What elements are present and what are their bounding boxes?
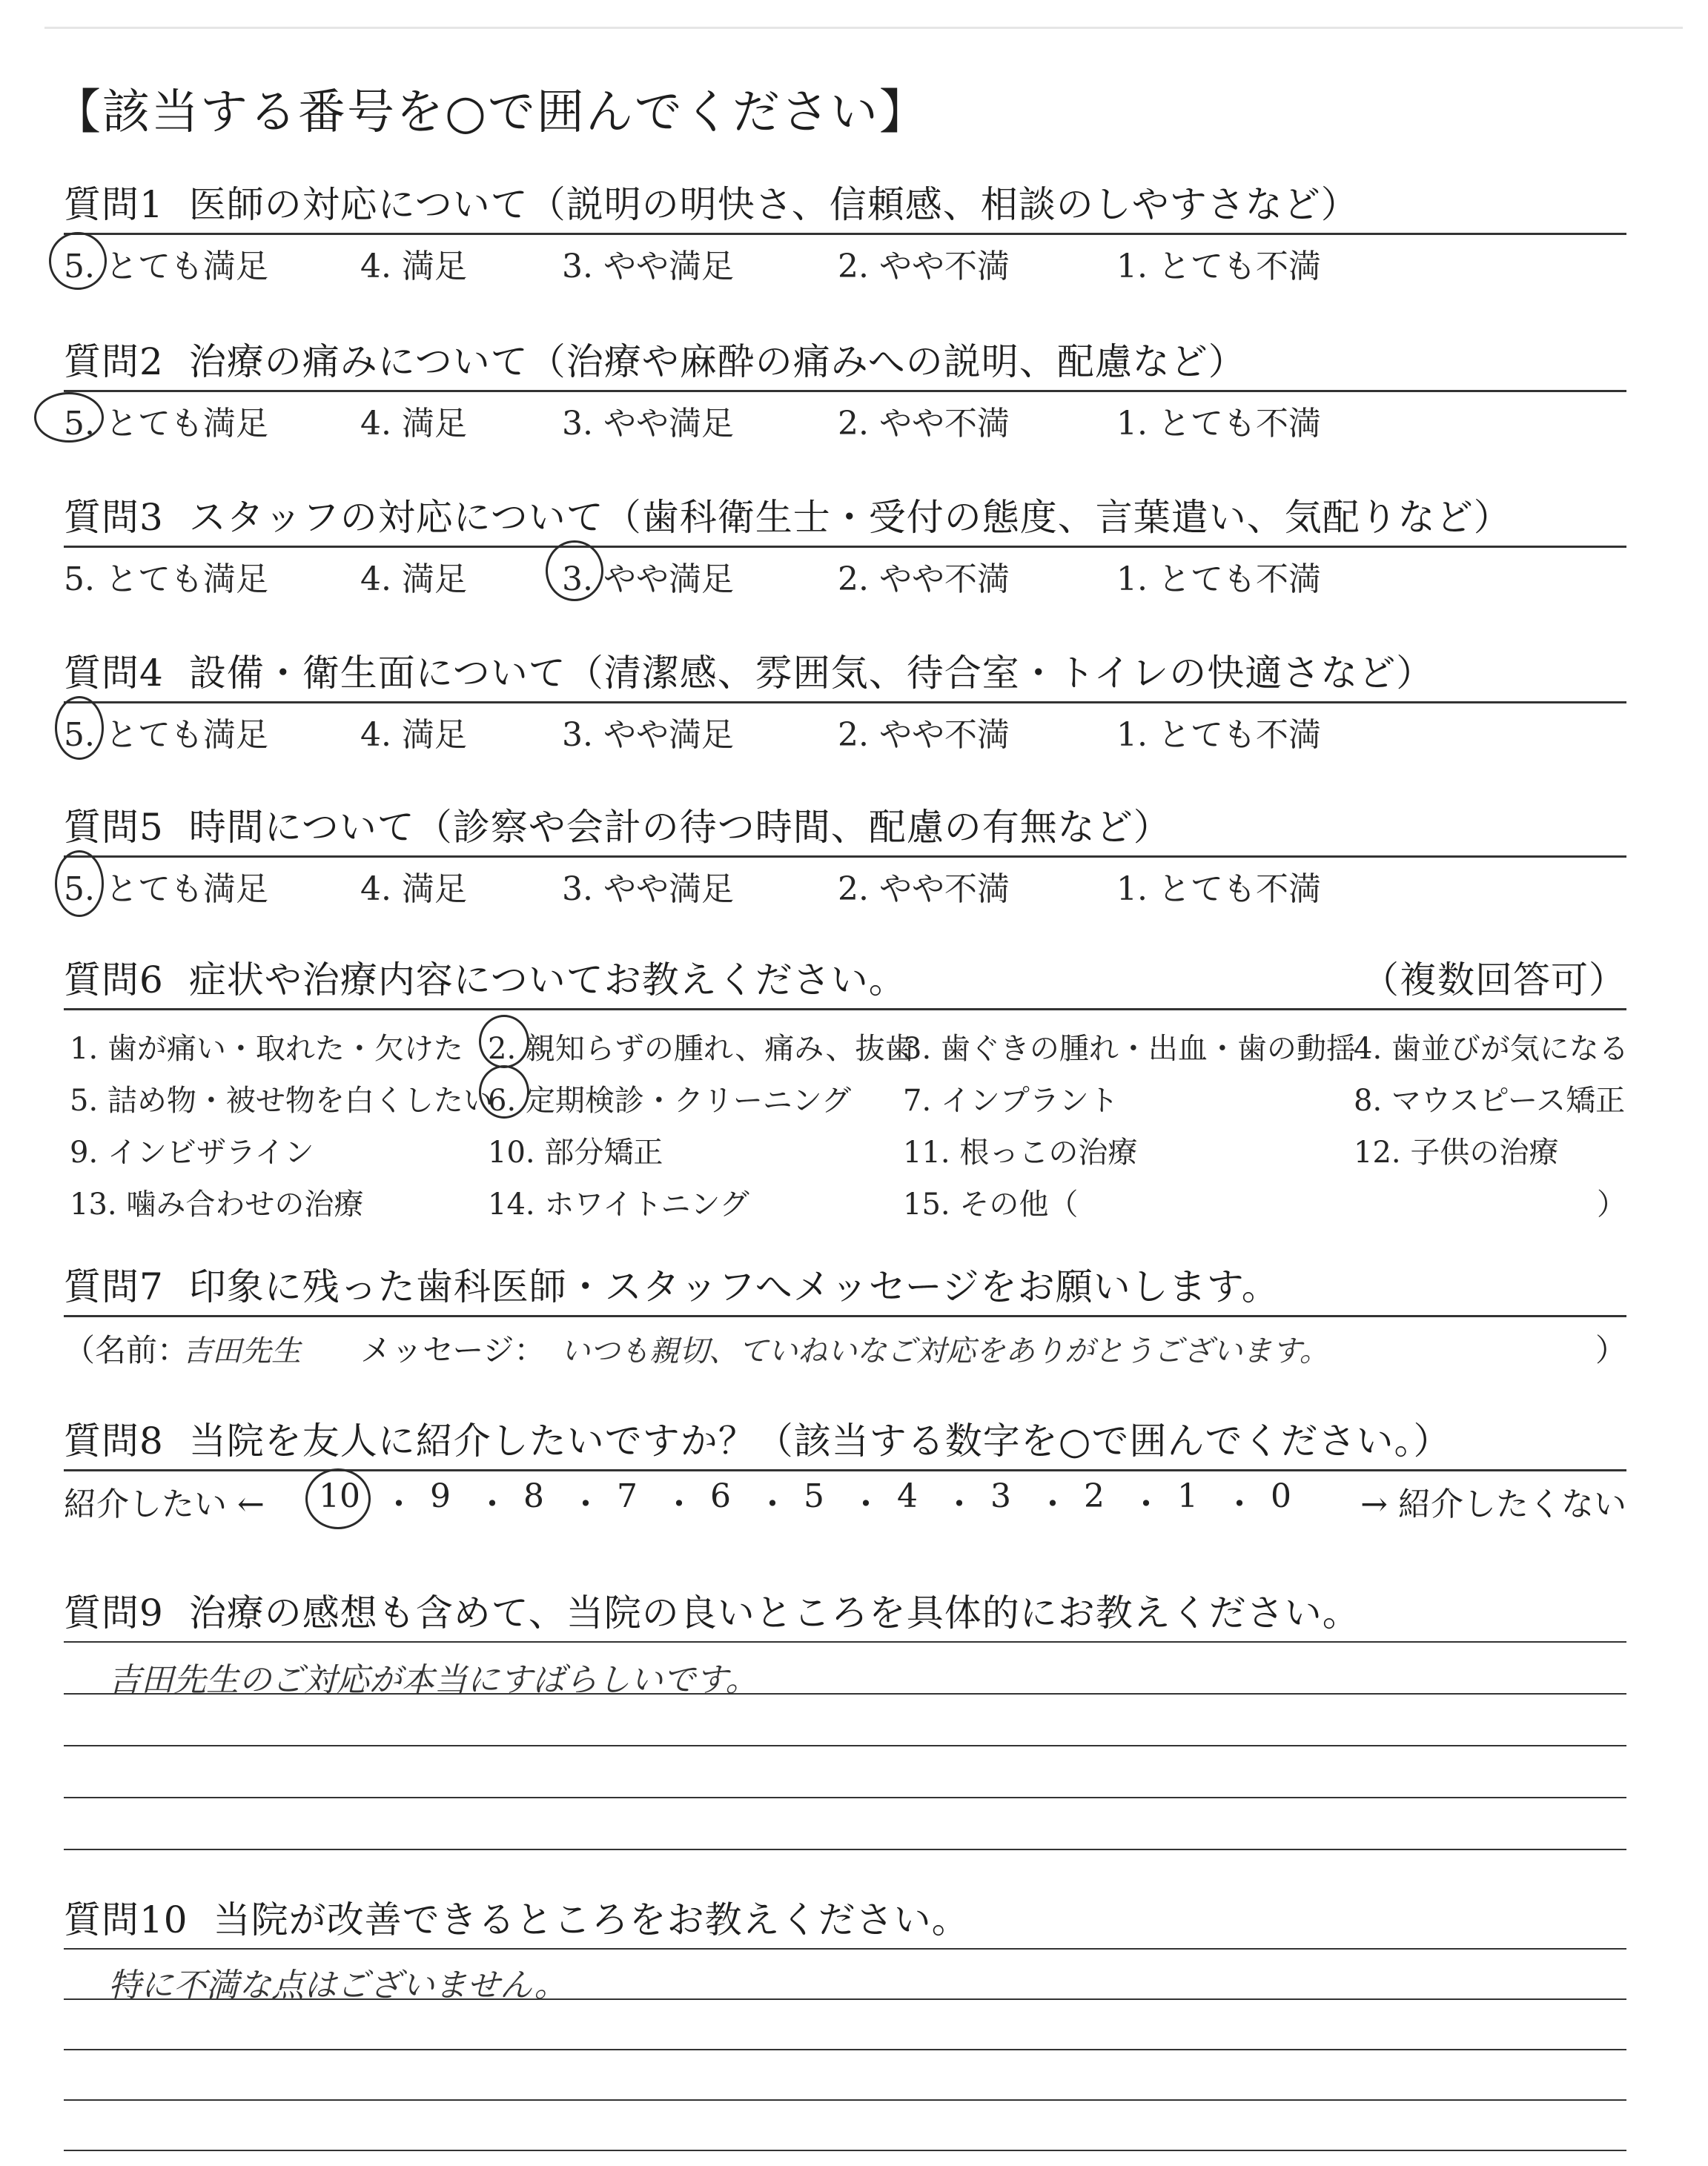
rating-option-5[interactable]: 5. とても満足 <box>64 248 268 285</box>
rating-option-4[interactable]: 4. 満足 <box>360 870 467 908</box>
scale-dot: ・ <box>1130 1486 1162 1523</box>
rating-option-5[interactable]: 5. とても満足 <box>64 560 268 598</box>
question-10 <box>64 1890 1626 2166</box>
rating-option-1[interactable]: 1. とても不満 <box>1116 870 1321 908</box>
question-3 <box>64 488 1626 600</box>
rating-options <box>64 703 1626 755</box>
message-label: メッセージ： <box>360 1332 546 1368</box>
symptom-option-12[interactable]: 12. 子供の治療 <box>1354 1136 1559 1170</box>
question-number: 質問6 <box>64 958 164 1001</box>
rating-options <box>64 392 1626 444</box>
name-label: （名前： <box>64 1332 189 1368</box>
scale-value-0[interactable]: 0 <box>1271 1477 1291 1515</box>
rating-option-2[interactable]: 2. やや不満 <box>838 716 1010 754</box>
rating-options <box>64 548 1626 600</box>
question-8 <box>64 1411 1626 1531</box>
rating-option-1[interactable]: 1. とても不満 <box>1116 405 1321 443</box>
message-close-paren: ） <box>1595 1332 1626 1368</box>
symptom-option-2[interactable]: 2. 親知らずの腫れ、痛み、抜歯 <box>488 1032 915 1066</box>
question-number: 質問7 <box>64 1265 164 1308</box>
rating-option-3[interactable]: 3. やや満足 <box>562 560 734 598</box>
scale-value-4[interactable]: 4 <box>897 1477 918 1515</box>
ruled-line <box>64 1797 1626 1798</box>
rating-option-3[interactable]: 3. やや満足 <box>562 870 734 908</box>
rating-option-3[interactable]: 3. やや満足 <box>562 716 734 754</box>
rating-option-4[interactable]: 4. 満足 <box>360 716 467 754</box>
answer-lines <box>64 1944 1626 2166</box>
scale-value-2[interactable]: 2 <box>1084 1477 1105 1515</box>
name-answer[interactable]: 吉田先生 <box>182 1334 301 1368</box>
answer-text[interactable]: 特に不満な点はございません。 <box>108 1967 567 2004</box>
scale-value-1[interactable]: 1 <box>1177 1477 1198 1515</box>
scale-dot: ・ <box>383 1486 415 1523</box>
rating-option-5[interactable]: 5. とても満足 <box>64 870 268 908</box>
answer-lines <box>64 1637 1626 1889</box>
rating-option-2[interactable]: 2. やや不満 <box>838 560 1010 598</box>
question-number: 質問4 <box>64 652 164 695</box>
question-2 <box>64 332 1626 444</box>
ruled-line <box>64 2150 1626 2151</box>
rating-option-3[interactable]: 3. やや満足 <box>562 405 734 443</box>
scale-right-label: → 紹介したくない <box>1360 1486 1626 1523</box>
question-number: 質問2 <box>64 340 164 383</box>
question-5 <box>64 798 1626 910</box>
scale-dot: ・ <box>756 1486 789 1523</box>
question-text: 当院が改善できるところをお教えください。 <box>213 1898 970 1941</box>
scale-left-label: 紹介したい ← <box>64 1486 265 1523</box>
symptom-option-11[interactable]: 11. 根っこの治療 <box>903 1136 1138 1170</box>
ruled-line <box>64 2049 1626 2050</box>
question-text: 当院を友人に紹介したいですか？（該当する数字を○で囲んでください。） <box>188 1420 1452 1463</box>
scale-dot: ・ <box>1223 1486 1256 1523</box>
symptom-option-15[interactable]: 15. その他（ <box>903 1188 1079 1222</box>
rating-option-2[interactable]: 2. やや不満 <box>838 870 1010 908</box>
form-header: 【該当する番号を○で囲んでください】 <box>53 85 928 140</box>
rating-options <box>64 235 1626 287</box>
ruled-line <box>64 1849 1626 1850</box>
rating-option-3[interactable]: 3. やや満足 <box>562 248 734 285</box>
message-answer[interactable]: いつも親切、ていねいなご対応をありがとうございます。 <box>560 1334 1329 1368</box>
question-number: 質問1 <box>64 183 164 226</box>
rating-option-4[interactable]: 4. 満足 <box>360 248 467 285</box>
scale-dot: ・ <box>850 1486 882 1523</box>
symptom-option-14[interactable]: 14. ホワイトニング <box>488 1188 749 1222</box>
question-number: 質問5 <box>64 806 164 849</box>
rating-option-5[interactable]: 5. とても満足 <box>64 405 268 443</box>
scale-dot: ・ <box>943 1486 976 1523</box>
rating-option-1[interactable]: 1. とても不満 <box>1116 716 1321 754</box>
other-close-paren: ） <box>1597 1188 1626 1222</box>
symptom-option-13[interactable]: 13. 噛み合わせの治療 <box>70 1188 364 1222</box>
scale-dot: ・ <box>663 1486 695 1523</box>
scale-value-5[interactable]: 5 <box>804 1477 824 1515</box>
question-text: 時間について（診察や会計の待つ時間、配慮の有無など） <box>188 806 1171 849</box>
ruled-line <box>64 1693 1626 1695</box>
scale-value-8[interactable]: 8 <box>523 1477 544 1515</box>
ruled-line <box>64 1641 1626 1643</box>
scale-value-6[interactable]: 6 <box>710 1477 731 1515</box>
question-text: 症状や治療内容についてお教えください。 <box>188 958 907 1001</box>
question-4 <box>64 643 1626 755</box>
rating-option-1[interactable]: 1. とても不満 <box>1116 248 1321 285</box>
question-1 <box>64 175 1626 287</box>
question-number: 質問8 <box>64 1420 164 1463</box>
scale-dot: ・ <box>476 1486 509 1523</box>
question-text: 設備・衛生面について（清潔感、雰囲気、待合室・トイレの快適さなど） <box>188 652 1434 695</box>
question-number: 質問10 <box>64 1898 188 1941</box>
scale-dot: ・ <box>1036 1486 1069 1523</box>
rating-options <box>64 858 1626 910</box>
symptom-option-5[interactable]: 5. 詰め物・被せ物を白くしたい <box>70 1084 493 1118</box>
symptom-option-3[interactable]: 3. 歯ぐきの腫れ・出血・歯の動揺 <box>903 1032 1356 1066</box>
symptom-option-1[interactable]: 1. 歯が痛い・取れた・欠けた <box>70 1032 463 1066</box>
question-number: 質問3 <box>64 496 164 539</box>
answer-text[interactable]: 吉田先生のご対応が本当にすばらしいです。 <box>108 1661 758 1699</box>
question-number: 質問9 <box>64 1592 164 1635</box>
symptom-option-8[interactable]: 8. マウスピース矯正 <box>1354 1084 1626 1118</box>
rating-option-4[interactable]: 4. 満足 <box>360 560 467 598</box>
rating-option-1[interactable]: 1. とても不満 <box>1116 560 1321 598</box>
ruled-line <box>64 1948 1626 1950</box>
question-text: 印象に残った歯科医師・スタッフへメッセージをお願いします。 <box>188 1265 1280 1308</box>
question-6 <box>64 950 1629 1233</box>
question-9 <box>64 1583 1626 1889</box>
symptom-option-10[interactable]: 10. 部分矯正 <box>488 1136 663 1170</box>
scale-value-3[interactable]: 3 <box>990 1477 1011 1515</box>
top-border <box>44 27 1683 29</box>
rating-option-2[interactable]: 2. やや不満 <box>838 248 1010 285</box>
scale-value-7[interactable]: 7 <box>617 1477 638 1515</box>
ruled-line <box>64 2099 1626 2101</box>
recommend-scale <box>64 1471 1626 1531</box>
symptom-option-7[interactable]: 7. インプラント <box>903 1084 1119 1118</box>
symptom-option-4[interactable]: 4. 歯並びが気になる <box>1354 1032 1629 1066</box>
scale-dot: ・ <box>569 1486 602 1523</box>
rating-option-4[interactable]: 4. 満足 <box>360 405 467 443</box>
scale-value-10[interactable]: 10 <box>319 1477 360 1515</box>
ruled-line <box>64 1998 1626 2000</box>
rating-option-5[interactable]: 5. とても満足 <box>64 716 268 754</box>
message-row <box>64 1317 1626 1377</box>
question-7 <box>64 1257 1626 1377</box>
symptom-option-9[interactable]: 9. インビザライン <box>70 1136 314 1170</box>
symptom-option-6[interactable]: 6. 定期検診・クリーニング <box>488 1084 852 1118</box>
symptom-options <box>64 1010 1629 1233</box>
question-text: 治療の感想も含めて、当院の良いところを具体的にお教えください。 <box>188 1592 1360 1635</box>
rating-option-2[interactable]: 2. やや不満 <box>838 405 1010 443</box>
multiple-answers-note: （複数回答可） <box>1362 958 1626 1001</box>
scale-value-9[interactable]: 9 <box>430 1477 451 1515</box>
question-text: スタッフの対応について（歯科衛生士・受付の態度、言葉遣い、気配りなど） <box>188 496 1512 539</box>
question-text: 医師の対応について（説明の明快さ、信頼感、相談のしやすさなど） <box>188 183 1359 226</box>
question-text: 治療の痛みについて（治療や麻酔の痛みへの説明、配慮など） <box>188 340 1246 383</box>
ruled-line <box>64 1745 1626 1746</box>
